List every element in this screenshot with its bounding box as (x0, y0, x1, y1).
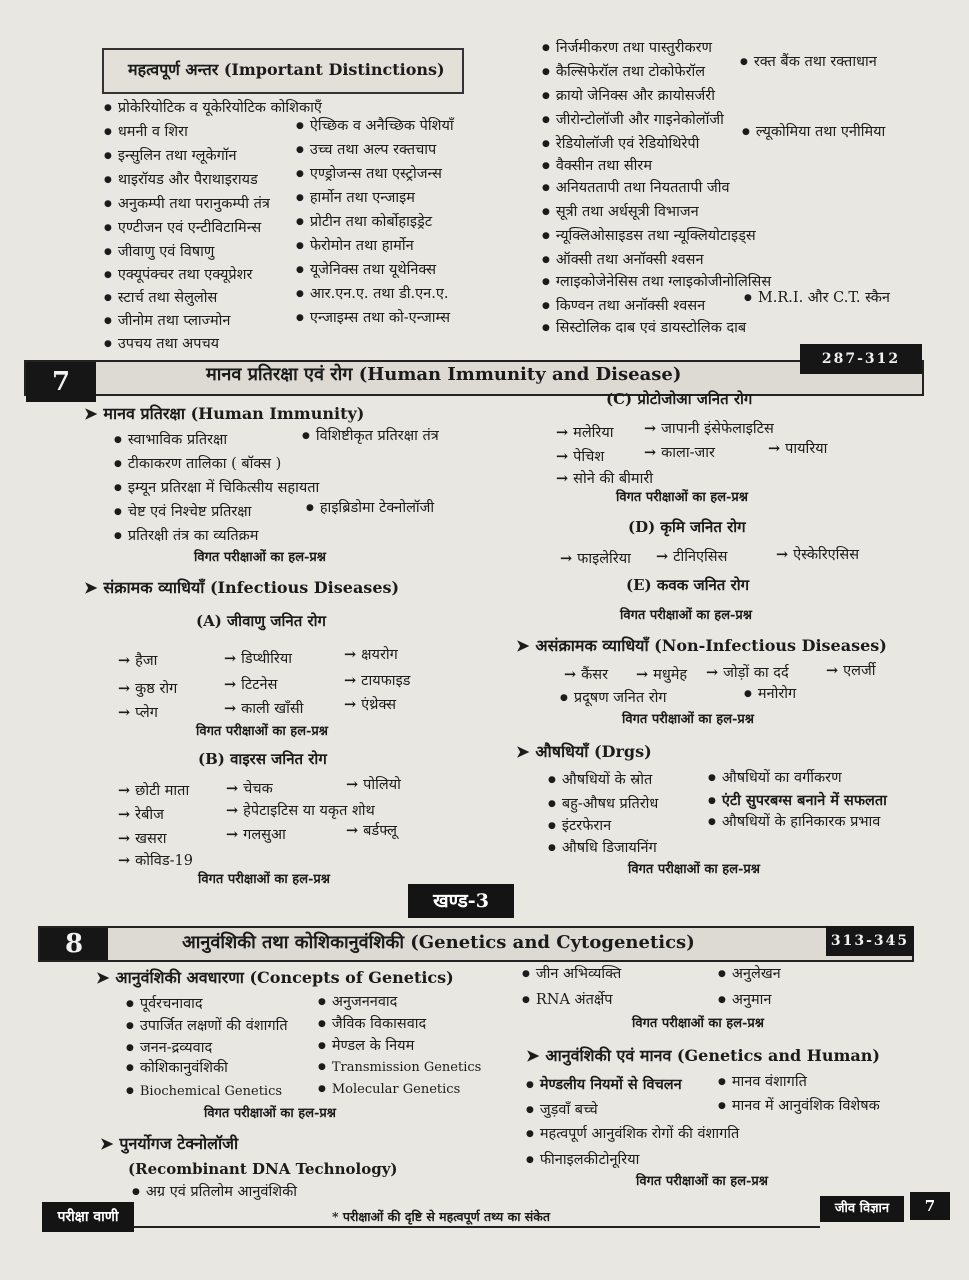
disease-item: → टीनिएसिस (656, 548, 727, 566)
disease-item: → मधुमेह (636, 666, 687, 684)
distinction-item: ● अनियततापी तथा नियततापी जीव (542, 180, 730, 197)
distinction-item: ● क्रायो जेनिक्स और क्रायोसर्जरी (542, 88, 715, 105)
disease-item: → सोने की बीमारी (556, 470, 653, 488)
distinction-item: ● न्यूक्लिओसाइडस तथा न्यूक्लियोटाइड्स (542, 228, 756, 245)
disease-item: → पायरिया (768, 440, 827, 458)
disease-item: → काली खाँसी (224, 700, 303, 718)
distinction-item: ● एण्ड्रोजन्स तथा एस्ट्रोजन्स (296, 166, 442, 183)
human-genetics-item: ● महत्वपूर्ण आनुवंशिक रोगों की वंशागति (526, 1126, 739, 1143)
solved-questions-label: विगत परीक्षाओं का हल-प्रश्न (198, 872, 330, 887)
bacterial-heading: (A) जीवाणु जनित रोग (196, 612, 326, 630)
solved-questions-label: विगत परीक्षाओं का हल-प्रश्न (628, 862, 760, 877)
solved-questions-label: विगत परीक्षाओं का हल-प्रश्न (632, 1016, 764, 1031)
distinction-item: ● जीनोम तथा प्लाज्मोन (104, 313, 230, 330)
drug-item: ● बहु-औषध प्रतिरोध (548, 796, 658, 813)
distinction-item: ● इन्सुलिन तथा ग्लूकेगॉन (104, 148, 237, 165)
disease-item: → टायफाइड (344, 672, 410, 690)
distinction-item: ● निर्जमीकरण तथा पास्तुरीकरण (542, 40, 712, 57)
chapter-8-page-range: 313-345 (826, 926, 914, 956)
disease-item: → कैंसर (564, 666, 608, 684)
distinction-item: ● जीरोन्टोलॉजी और गाइनेकोलॉजी (542, 112, 724, 129)
distinction-item: ● थाइरॉयड और पैराथाइरायड (104, 172, 258, 189)
distinction-item: ● उच्च तथा अल्प रक्तचाप (296, 142, 436, 159)
distinction-item: ● किण्वन तथा अनॉक्सी श्वसन (542, 298, 705, 315)
distinction-item: ● M.R.I. और C.T. स्कैन (744, 290, 890, 307)
distinction-item: ● ऐच्छिक व अनैच्छिक पेशियाँ (296, 118, 454, 135)
important-distinctions-heading: महत्वपूर्ण अन्तर (Important Distinctions) (128, 60, 445, 79)
immunity-item: ● इम्यून प्रतिरक्षा में चिकित्सीय सहायता (114, 480, 319, 497)
immunity-item: ● स्वाभाविक प्रतिरक्षा (114, 432, 227, 449)
section-label: खण्ड-3 (408, 884, 514, 918)
immunity-item: ● हाइब्रिडोमा टेक्नोलॉजी (306, 500, 434, 517)
disease-item: → पोलियो (346, 776, 401, 794)
concept-item: ● Molecular Genetics (318, 1082, 460, 1098)
distinction-item: ● एण्टीजन एवं एन्टीविटामिन्स (104, 220, 261, 237)
immunity-item: ● प्रतिरक्षी तंत्र का व्यतिक्रम (114, 528, 258, 545)
concept-item: ● उपार्जित लक्षणों की वंशागति (126, 1018, 288, 1035)
disease-item: → एलर्जी (826, 662, 876, 680)
distinction-item: ● प्रोटीन तथा कोर्बोहाइड्रेट (296, 214, 432, 231)
human-genetics-heading: ➤ आनुवंशिकी एवं मानव (Genetics and Human) (526, 1046, 880, 1065)
solved-questions-label: विगत परीक्षाओं का हल-प्रश्न (196, 724, 328, 739)
genetics-item: ● RNA अंतर्क्षेप (522, 992, 613, 1009)
disease-item: → रेबीज (118, 806, 164, 824)
immunity-item: ● टीकाकरण तालिका ( बॉक्स ) (114, 456, 281, 473)
distinction-item: ● एन्जाइम्स तथा को-एन्जाम्स (296, 310, 450, 327)
distinction-item: ● ऑक्सी तथा अनॉक्सी श्वसन (542, 252, 704, 269)
solved-questions-label: विगत परीक्षाओं का हल-प्रश्न (620, 608, 752, 623)
disease-item: → चेचक (226, 780, 273, 798)
distinction-item: ● यूजेनिक्स तथा यूथेनिक्स (296, 262, 436, 279)
human-genetics-item: ● फीनाइलकीटोनूरिया (526, 1152, 639, 1169)
disease-item: ● प्रदूषण जनित रोग (560, 690, 667, 707)
disease-item: → ऐस्केरिएसिस (776, 546, 859, 564)
disease-item: → प्लेग (118, 704, 158, 722)
footer-note: * परीक्षाओं की दृष्टि से महत्वपूर्ण तथ्य का संकेत (332, 1209, 550, 1224)
disease-item: → जापानी इंसेफेलाइटिस (644, 420, 774, 438)
chapter-8-number: 8 (40, 928, 108, 960)
solved-questions-label: विगत परीक्षाओं का हल-प्रश्न (204, 1106, 336, 1121)
chapter-7-page-range: 287-312 (800, 344, 922, 374)
disease-item: → खसरा (118, 830, 167, 848)
non-infectious-heading: ➤ असंक्रामक व्याधियाँ (Non-Infectious Diseases) (516, 636, 887, 655)
distinction-item: ● एक्यूपंक्चर तथा एक्यूप्रेशर (104, 267, 252, 284)
distinction-item: ● ग्लाइकोजेनेसिस तथा ग्लाइकोजीनोलिसिस (542, 274, 771, 291)
infectious-heading: ➤ संक्रामक व्याधियाँ (Infectious Diseases) (84, 578, 399, 597)
concept-item: ● कोशिकानुवंशिकी (126, 1060, 228, 1077)
distinction-item: ● रक्त बैंक तथा रक्ताधान (740, 54, 877, 71)
drug-item: ● औषधियों के हानिकारक प्रभाव (708, 814, 880, 831)
concept-item: ● Biochemical Genetics (126, 1084, 282, 1100)
recombinant-heading: ➤ पुनर्योगज टेक्नोलॉजी (100, 1134, 238, 1153)
concept-item: ● मेण्डल के नियम (318, 1038, 414, 1055)
immunity-heading: ➤ मानव प्रतिरक्षा (Human Immunity) (84, 404, 364, 423)
drugs-heading: ➤ औषधियाँ (Drgs) (516, 742, 652, 761)
distinction-item: ● सूत्री तथा अर्धसूत्री विभाजन (542, 204, 699, 221)
disease-item: → पेचिश (556, 448, 604, 466)
solved-questions-label: विगत परीक्षाओं का हल-प्रश्न (616, 490, 748, 505)
distinction-item: ● उपचय तथा अपचय (104, 336, 219, 353)
solved-questions-label: विगत परीक्षाओं का हल-प्रश्न (194, 550, 326, 565)
disease-item: ● मनोरोग (744, 686, 796, 703)
genetics-item: ● अनुमान (718, 992, 771, 1009)
distinction-item: ● धमनी व शिरा (104, 124, 188, 141)
worm-heading: (D) कृमि जनित रोग (628, 518, 746, 536)
distinction-item: ● स्टार्च तथा सेलुलोस (104, 290, 217, 307)
protozoa-heading: (C) प्रोटोजोआ जनित रोग (606, 390, 753, 408)
drug-item: ● एंटी सुपरबग्स बनाने में सफलता (708, 792, 887, 809)
concept-item: ● पूर्वरचनावाद (126, 996, 203, 1013)
concept-item: ● अनुजननवाद (318, 994, 397, 1011)
distinction-item: ● आर.एन.ए. तथा डी.एन.ए. (296, 286, 448, 303)
chapter-7-title: मानव प्रतिरक्षा एवं रोग (Human Immunity and Disease) (206, 364, 682, 385)
page-number: 7 (910, 1192, 950, 1220)
human-genetics-item: ● जुड़वाँ बच्चे (526, 1102, 598, 1119)
distinction-item: ● फेरोमोन तथा हार्मोन (296, 238, 414, 255)
disease-item: → टिटनेस (224, 676, 277, 694)
drug-item: ● औषधियों का वर्गीकरण (708, 770, 842, 787)
human-genetics-item: ● मेण्डलीय नियमों से विचलन (526, 1076, 682, 1093)
concept-item: ● जैविक विकासवाद (318, 1016, 426, 1033)
disease-item: → कोविड-19 (118, 852, 193, 870)
chapter-8-title: आनुवंशिकी तथा कोशिकानुवंशिकी (Genetics and Cytogenetics) (182, 932, 695, 953)
footer-brand: परीक्षा वाणी (42, 1202, 134, 1232)
disease-item: → कुष्ठ रोग (118, 680, 177, 698)
distinction-item: ● प्रोकेरियोटिक व यूकेरियोटिक कोशिकाएँ (104, 100, 322, 117)
disease-item: → हैजा (118, 652, 157, 670)
human-genetics-item: ● मानव में आनुवंशिक विशेषक (718, 1098, 880, 1115)
disease-item: → मलेरिया (556, 424, 614, 442)
human-genetics-item: ● मानव वंशागति (718, 1074, 807, 1091)
disease-item: → छोटी माता (118, 782, 189, 800)
page-footer (42, 1192, 936, 1240)
genetics-item: ● जीन अभिव्यक्ति (522, 966, 621, 983)
genetics-item: ● अनुलेखन (718, 966, 781, 983)
disease-item: → फाइलेरिया (560, 550, 631, 568)
footer-rule (134, 1226, 820, 1228)
distinction-item: ● अनुकम्पी तथा परानुकम्पी तंत्र (104, 196, 270, 213)
distinction-item: ● वैक्सीन तथा सीरम (542, 158, 652, 175)
concepts-heading: ➤ आनुवंशिकी अवधारणा (Concepts of Genetics) (96, 968, 454, 987)
disease-item: → जोड़ों का दर्द (706, 664, 789, 682)
drug-item: ● औषधि डिजायनिंग (548, 840, 657, 857)
drug-item: ● इंटरफेरान (548, 818, 611, 835)
disease-item: → बर्डफ्लू (346, 822, 397, 840)
disease-item: → हेपेटाइटिस या यकृत शोथ (226, 802, 375, 820)
solved-questions-label: विगत परीक्षाओं का हल-प्रश्न (622, 712, 754, 727)
concept-item: ● Transmission Genetics (318, 1060, 481, 1076)
distinction-item: ● रेडियोलॉजी एवं रेडियोथिरेपी (542, 136, 699, 153)
disease-item: → काला-जार (644, 444, 715, 462)
immunity-item: ● विशिष्टीकृत प्रतिरक्षा तंत्र (302, 428, 439, 445)
recombinant-item: ● अग्र एवं प्रतिलोम आनुवंशिकी (132, 1184, 297, 1201)
distinction-item: ● कैल्सिफेरॉल तथा टोकोफेरॉल (542, 64, 705, 81)
viral-heading: (B) वाइरस जनित रोग (198, 750, 327, 768)
drug-item: ● औषधियों के स्रोत (548, 772, 652, 789)
distinction-item: ● ल्यूकोमिया तथा एनीमिया (742, 124, 885, 141)
disease-item: → गलसुआ (226, 826, 286, 844)
footer-subject: जीव विज्ञान (820, 1196, 904, 1222)
recombinant-subheading: (Recombinant DNA Technology) (128, 1160, 398, 1178)
concept-item: ● जनन-द्रव्यवाद (126, 1040, 212, 1057)
distinction-item: ● हार्मोन तथा एन्जाइम (296, 190, 415, 207)
disease-item: → क्षयरोग (344, 646, 398, 664)
disease-item: → एंथ्रेक्स (344, 696, 396, 714)
fungal-heading: (E) कवक जनित रोग (626, 576, 750, 594)
distinction-item: ● जीवाणु एवं विषाणु (104, 244, 214, 261)
solved-questions-label: विगत परीक्षाओं का हल-प्रश्न (636, 1174, 768, 1189)
distinction-item: ● सिस्टोलिक दाब एवं डायस्टोलिक दाब (542, 320, 746, 337)
chapter-7-number: 7 (26, 362, 96, 402)
disease-item: → डिप्थीरिया (224, 650, 292, 668)
immunity-item: ● चेष्ट एवं निश्चेष्ट प्रतिरक्षा (114, 504, 251, 521)
